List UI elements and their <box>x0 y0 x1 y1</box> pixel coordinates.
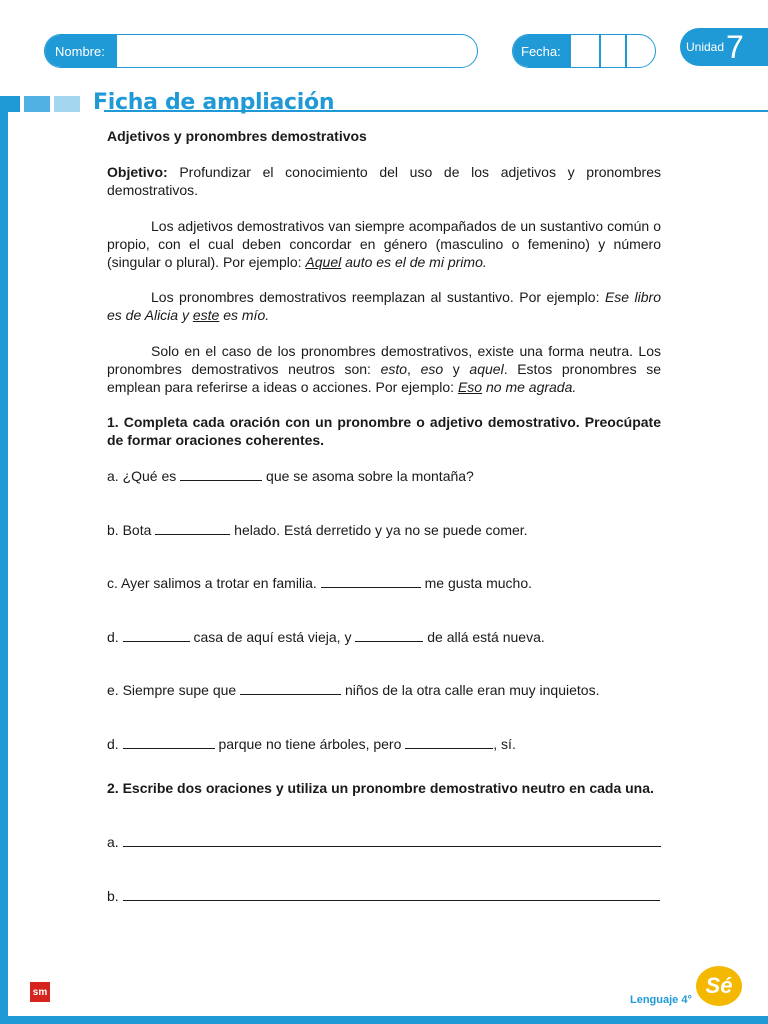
answer-blank[interactable] <box>123 628 190 642</box>
example-text: Ese libro es de Alicia y <box>107 289 661 323</box>
paragraph-adjetivos <box>107 217 661 271</box>
frame-bottom-border <box>0 1016 768 1024</box>
para-text: Los adjetivos demostrativos van siempre acompañados de un sustantivo común o propio, con el cual deben concordar en género (masculino o femenino) y número (singular o plural). Por ejemplo: <box>107 218 661 270</box>
item-label: b. <box>107 888 123 904</box>
unidad-badge <box>680 28 768 66</box>
neutral-word: eso <box>420 361 444 377</box>
unidad-label: Unidad <box>686 40 725 54</box>
example-underlined: Aquel <box>305 254 342 270</box>
item-text: d. <box>107 736 123 752</box>
neutral-word: aquel <box>469 361 504 377</box>
item-text: e. Siempre supe que <box>107 682 241 698</box>
exercise-1-item-a <box>107 467 474 485</box>
item-text: de allá está nueva. <box>423 629 545 645</box>
para-text: Los pronombres demostrativos reemplazan al sustantivo. Por ejemplo: <box>151 289 605 305</box>
decor-square <box>54 96 80 112</box>
answer-blank[interactable] <box>240 681 341 695</box>
answer-blank[interactable] <box>405 735 493 749</box>
example-underlined: este <box>192 307 220 323</box>
neutral-word: esto <box>380 361 408 377</box>
para-text: Solo en el caso de los pronombres demostrativos, existe una forma neutra. Los pronombres demostrativos neutros son: <box>107 343 661 377</box>
example-underlined: Eso <box>457 379 483 395</box>
objetivo-label: Objetivo: <box>107 164 168 180</box>
objetivo-paragraph <box>107 163 661 199</box>
subtitle: Adjetivos y pronombres demostrativos <box>107 128 367 144</box>
example-text: es mío. <box>219 307 270 323</box>
paragraph-neutros <box>107 342 661 396</box>
item-text: que se asoma sobre la montaña? <box>262 468 474 484</box>
answer-blank[interactable] <box>123 735 215 749</box>
fecha-field[interactable] <box>512 34 656 68</box>
exercise-1-item-f <box>107 735 516 753</box>
item-text: c. Ayer salimos a trotar en familia. <box>107 575 321 591</box>
item-text: helado. Está derretido y ya no se puede comer. <box>230 522 528 538</box>
item-text: me gusta mucho. <box>420 575 532 591</box>
date-separator <box>599 34 601 68</box>
item-text: d. <box>107 629 123 645</box>
item-text: a. ¿Qué es <box>107 468 181 484</box>
sm-logo: sm <box>30 982 50 1002</box>
nombre-label: Nombre: <box>45 35 117 67</box>
answer-blank[interactable] <box>355 628 423 642</box>
answer-blank[interactable] <box>155 521 230 535</box>
exercise-2-item-a <box>107 833 661 851</box>
example-text: no me agrada. <box>482 379 577 395</box>
item-text: casa de aquí está vieja, y <box>189 629 356 645</box>
date-separator <box>625 34 627 68</box>
item-text: parque no tiene árboles, pero <box>214 736 406 752</box>
para-text: . Estos pronombres se emplean para referirse a ideas o acciones. Por ejemplo: <box>107 361 661 395</box>
exercise-2-instruction: 2. Escribe dos oraciones y utiliza un pronombre demostrativo neutro en cada una. <box>107 780 654 796</box>
exercise-1-instruction: 1. Completa cada oración con un pronombre o adjetivo demostrativo. Preocúpate de formar oraciones coherentes. <box>107 414 661 448</box>
objetivo-text: Profundizar el conocimiento del uso de los adjetivos y pronombres demostrativos. <box>107 164 661 198</box>
se-logo: Sé <box>696 966 742 1006</box>
item-label: a. <box>107 834 123 850</box>
page-title: Ficha de ampliación <box>93 90 335 115</box>
exercise-1-item-d <box>107 628 545 646</box>
answer-blank[interactable] <box>180 467 262 481</box>
answer-line[interactable] <box>123 887 660 901</box>
exercise-1-item-e <box>107 681 599 699</box>
exercise-1-item-c <box>107 574 532 592</box>
paragraph-pronombres <box>107 288 661 324</box>
decor-square <box>24 96 50 112</box>
separator: y <box>443 361 470 377</box>
unidad-number: 7 <box>726 29 744 65</box>
item-text: b. Bota <box>107 522 156 538</box>
exercise-1-item-b <box>107 521 528 539</box>
answer-blank[interactable] <box>321 574 421 588</box>
exercise-2-item-b <box>107 887 660 905</box>
course-label: Lenguaje 4° <box>630 994 692 1006</box>
example-text: auto es el de mi primo. <box>341 254 487 270</box>
answer-line[interactable] <box>123 833 661 847</box>
fecha-label: Fecha: <box>513 35 571 67</box>
nombre-field[interactable] <box>44 34 478 68</box>
frame-left-border <box>0 96 8 1016</box>
separator: , <box>407 361 421 377</box>
item-text: , sí. <box>493 736 516 752</box>
item-text: niños de la otra calle eran muy inquietos. <box>341 682 600 698</box>
